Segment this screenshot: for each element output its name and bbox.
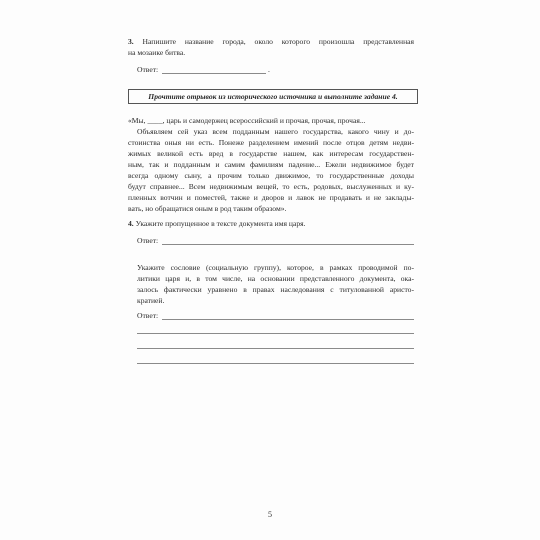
task4-number: 4.	[128, 219, 134, 228]
task3-text: Напишите название города, около которого произошла представленная	[142, 37, 415, 46]
task3-number: 3.	[128, 37, 134, 46]
source-line-9: вать, но обращатися оным в род таким образом».	[128, 204, 287, 213]
source-line-4: жимых великой есть вред в государстве нашем, как интересам государствен-	[128, 149, 414, 158]
page-number: 5	[268, 510, 272, 519]
task3-line1	[128, 36, 414, 47]
source-instruction-box	[128, 89, 418, 104]
source-line-6: всегда одному сыну, а прочим только движимое, то государственные доходы	[128, 171, 414, 180]
source-line-3: стоинства оныя ни есть. Понеже разделением имений после отцов детям недви-	[128, 138, 414, 147]
task5-line-1: Укажите сословие (социальную группу), которое, в рамках проводимой по-	[137, 263, 414, 272]
task5-line-3: залось фактически уравнено в правах наследования с титулованной аристо-	[137, 285, 414, 294]
task3-answer-field[interactable]	[162, 73, 266, 74]
source-instruction-text: Прочтите отрывок из исторического источника и выполните задание 4.	[148, 92, 398, 101]
source-line-2: Объявляем сей указ всем подданным нашего государства, какого чину и до-	[137, 127, 414, 136]
source-line-5: ным, так и подданным и самим фамилиям падение... Ежели недвижимое будет	[128, 160, 414, 169]
task3-answer-end: .	[268, 65, 270, 74]
task3-line2: на мозаике битва.	[128, 48, 186, 57]
task4-question	[128, 218, 306, 229]
task5-answer-line-2[interactable]	[137, 333, 414, 334]
task4-text: Укажите пропущенное в тексте документа имя царя.	[135, 219, 306, 228]
task5-answer-label: Ответ:	[137, 311, 159, 320]
source-line-8: пленных вотчин и поместей, также и дворов и лавок не продавать и не заклады-	[128, 193, 414, 202]
task4-answer-field[interactable]	[162, 244, 414, 245]
source-line-7: будут справнее... Всем недвижимым вещей, то есть, родовых, выслуженных и ку-	[128, 182, 414, 191]
task3-answer-label: Ответ:	[137, 65, 159, 74]
task4-answer-label: Ответ:	[137, 236, 159, 245]
task5-line-4: кратией.	[137, 296, 165, 305]
task5-answer-line-1[interactable]	[162, 319, 414, 320]
task5-answer-line-3[interactable]	[137, 348, 414, 349]
source-line-1: «Мы, ____, царь и самодержец всероссийский и прочая, прочая, прочая...	[128, 116, 366, 125]
task5-answer-line-4[interactable]	[137, 363, 414, 364]
task5-line-2: литики царя и, в том числе, на основании представленного документа, ока-	[137, 274, 414, 283]
